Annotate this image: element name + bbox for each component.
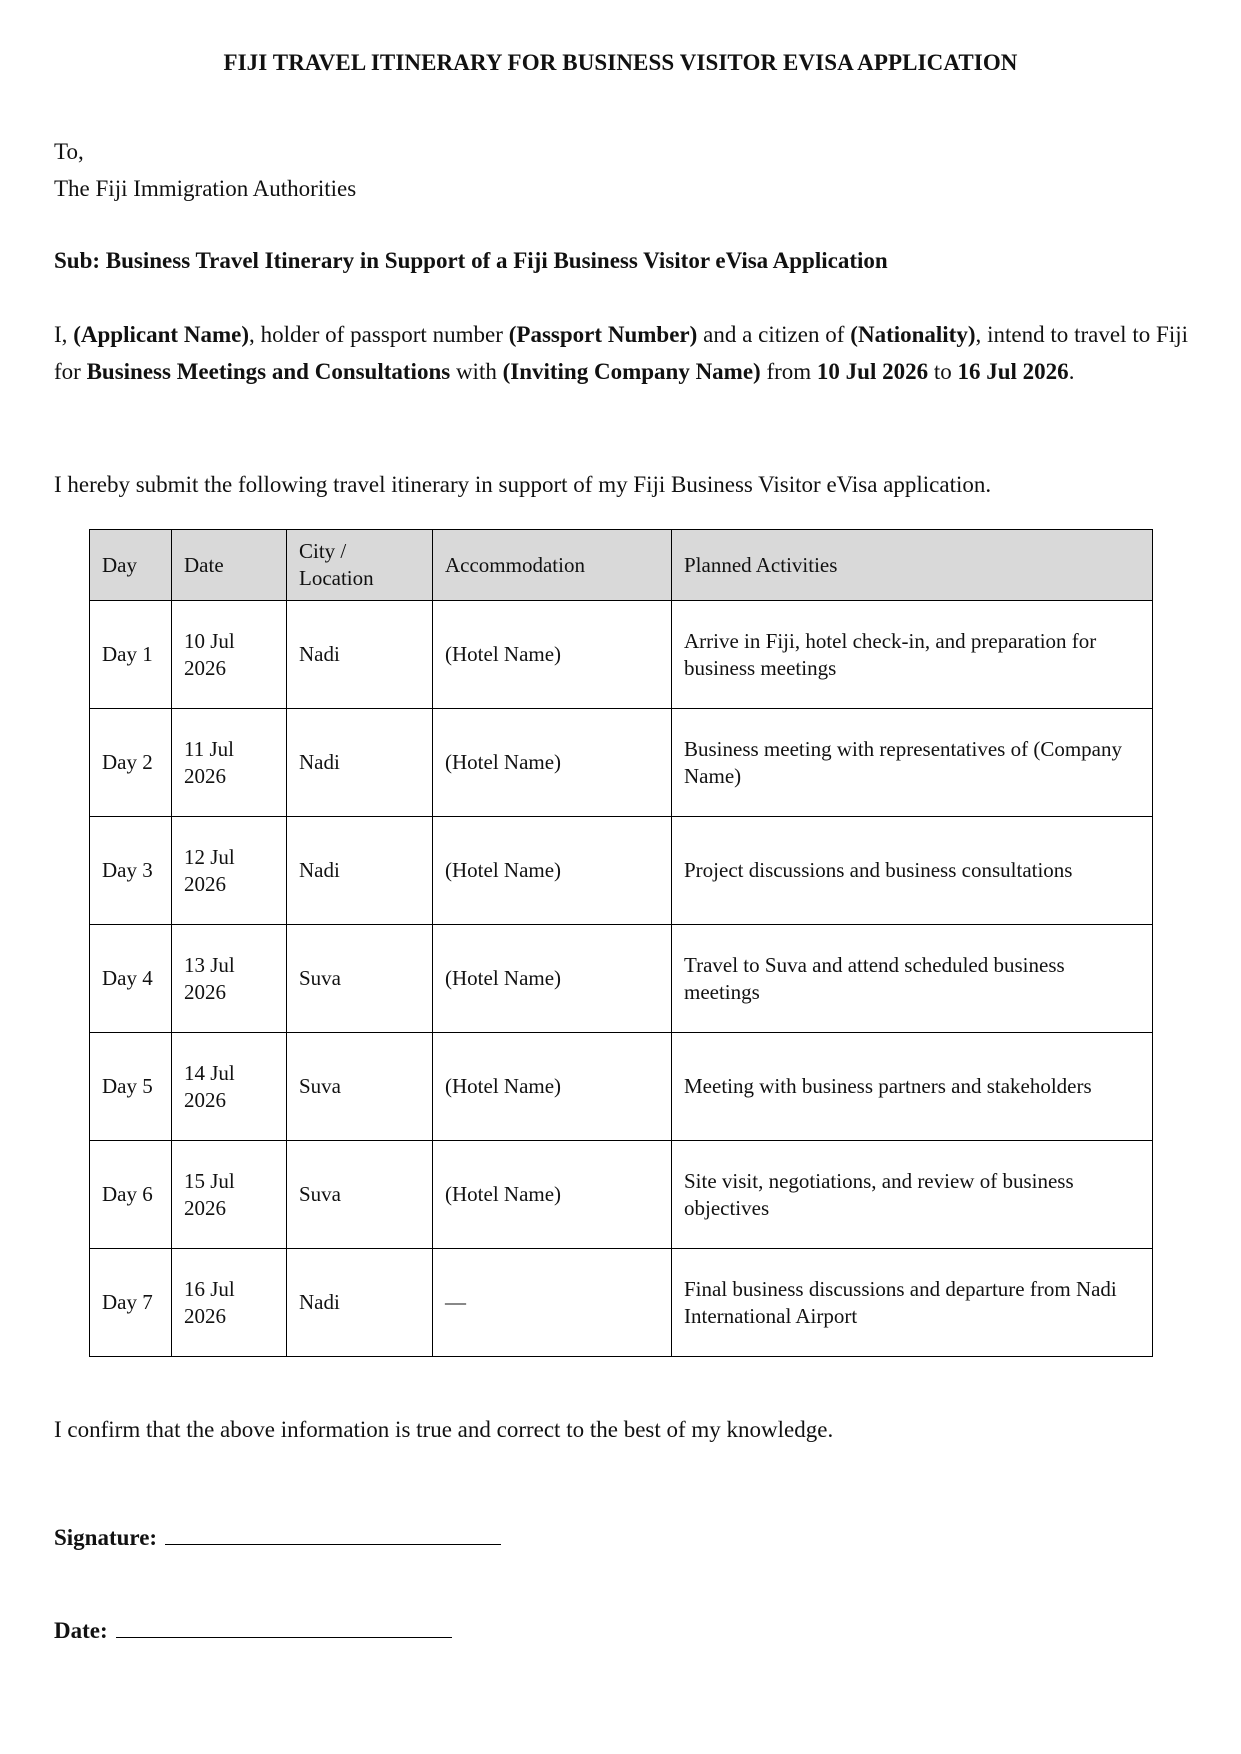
cell-accommodation: (Hotel Name) xyxy=(433,817,672,925)
cell-accommodation: — xyxy=(433,1249,672,1357)
cell-activities: Final business discussions and departure from Nadi International Airport xyxy=(672,1249,1153,1357)
start-date: 10 Jul 2026 xyxy=(816,359,929,384)
cell-accommodation: (Hotel Name) xyxy=(433,1033,672,1141)
intro-text: , holder of passport number xyxy=(249,322,509,347)
cell-day: Day 1 xyxy=(90,601,172,709)
header-activities: Planned Activities xyxy=(672,530,1153,601)
cell-date: 16 Jul 2026 xyxy=(172,1249,287,1357)
date-field[interactable] xyxy=(116,1617,452,1638)
cell-activities: Arrive in Fiji, hotel check-in, and preparation for business meetings xyxy=(672,601,1153,709)
table-row xyxy=(90,1141,1153,1249)
table-header-row xyxy=(90,530,1153,601)
table-row xyxy=(90,601,1153,709)
intro-text: from xyxy=(760,359,817,384)
cell-day: Day 4 xyxy=(90,925,172,1033)
header-accommodation: Accommodation xyxy=(433,530,672,601)
table-row xyxy=(90,817,1153,925)
cell-day: Day 2 xyxy=(90,709,172,817)
intro-paragraph xyxy=(54,316,1188,390)
intro-text: I, xyxy=(54,322,74,347)
cell-day: Day 5 xyxy=(90,1033,172,1141)
cell-activities: Business meeting with representatives of (Company Name) xyxy=(672,709,1153,817)
intro-text: , intend to travel to Fiji for xyxy=(54,322,1188,384)
table-row xyxy=(90,709,1153,817)
cell-day: Day 7 xyxy=(90,1249,172,1357)
cell-date: 12 Jul 2026 xyxy=(172,817,287,925)
confirmation-statement: I confirm that the above information is true and correct to the best of my knowledge. xyxy=(54,1417,834,1442)
intro-text: with xyxy=(450,359,503,384)
cell-accommodation: (Hotel Name) xyxy=(433,709,672,817)
cell-date: 15 Jul 2026 xyxy=(172,1141,287,1249)
date-line xyxy=(54,1612,452,1649)
cell-day: Day 6 xyxy=(90,1141,172,1249)
cell-activities: Site visit, negotiations, and review of business objectives xyxy=(672,1141,1153,1249)
cell-date: 10 Jul 2026 xyxy=(172,601,287,709)
signature-field[interactable] xyxy=(165,1524,501,1545)
header-date: Date xyxy=(172,530,287,601)
cell-city: Suva xyxy=(287,925,433,1033)
cell-accommodation: (Hotel Name) xyxy=(433,925,672,1033)
intro-text: to xyxy=(928,359,958,384)
cell-activities: Project discussions and business consultations xyxy=(672,817,1153,925)
header-city: City / Location xyxy=(287,530,433,601)
table-row xyxy=(90,925,1153,1033)
header-day: Day xyxy=(90,530,172,601)
subject-line: Sub: Business Travel Itinerary in Support of a Fiji Business Visitor eVisa Application xyxy=(54,248,888,273)
cell-date: 11 Jul 2026 xyxy=(172,709,287,817)
itinerary-table xyxy=(89,529,1153,1357)
signature-label: Signature: xyxy=(54,1525,158,1550)
date-label: Date: xyxy=(54,1618,108,1643)
travel-purpose: Business Meetings and Consultations xyxy=(86,359,451,384)
intro-text: . xyxy=(1068,359,1075,384)
cell-city: Suva xyxy=(287,1141,433,1249)
submit-statement: I hereby submit the following travel itinerary in support of my Fiji Business Visitor eVisa application. xyxy=(54,472,992,497)
cell-city: Suva xyxy=(287,1033,433,1141)
intro-text: and a citizen of xyxy=(697,322,851,347)
passport-number: (Passport Number) xyxy=(508,322,698,347)
table-row xyxy=(90,1033,1153,1141)
cell-date: 13 Jul 2026 xyxy=(172,925,287,1033)
cell-city: Nadi xyxy=(287,1249,433,1357)
cell-activities: Travel to Suva and attend scheduled business meetings xyxy=(672,925,1153,1033)
cell-date: 14 Jul 2026 xyxy=(172,1033,287,1141)
addressee: The Fiji Immigration Authorities xyxy=(54,176,357,201)
document-title: FIJI TRAVEL ITINERARY FOR BUSINESS VISITOR EVISA APPLICATION xyxy=(223,50,1018,75)
salutation: To, xyxy=(54,139,84,164)
inviting-company: (Inviting Company Name) xyxy=(502,359,761,384)
cell-day: Day 3 xyxy=(90,817,172,925)
cell-city: Nadi xyxy=(287,817,433,925)
cell-accommodation: (Hotel Name) xyxy=(433,1141,672,1249)
applicant-name: (Applicant Name) xyxy=(73,322,250,347)
nationality: (Nationality) xyxy=(850,322,976,347)
end-date: 16 Jul 2026 xyxy=(957,359,1069,384)
table-row xyxy=(90,1249,1153,1357)
cell-activities: Meeting with business partners and stakeholders xyxy=(672,1033,1153,1141)
cell-city: Nadi xyxy=(287,601,433,709)
cell-accommodation: (Hotel Name) xyxy=(433,601,672,709)
signature-line xyxy=(54,1519,501,1556)
cell-city: Nadi xyxy=(287,709,433,817)
